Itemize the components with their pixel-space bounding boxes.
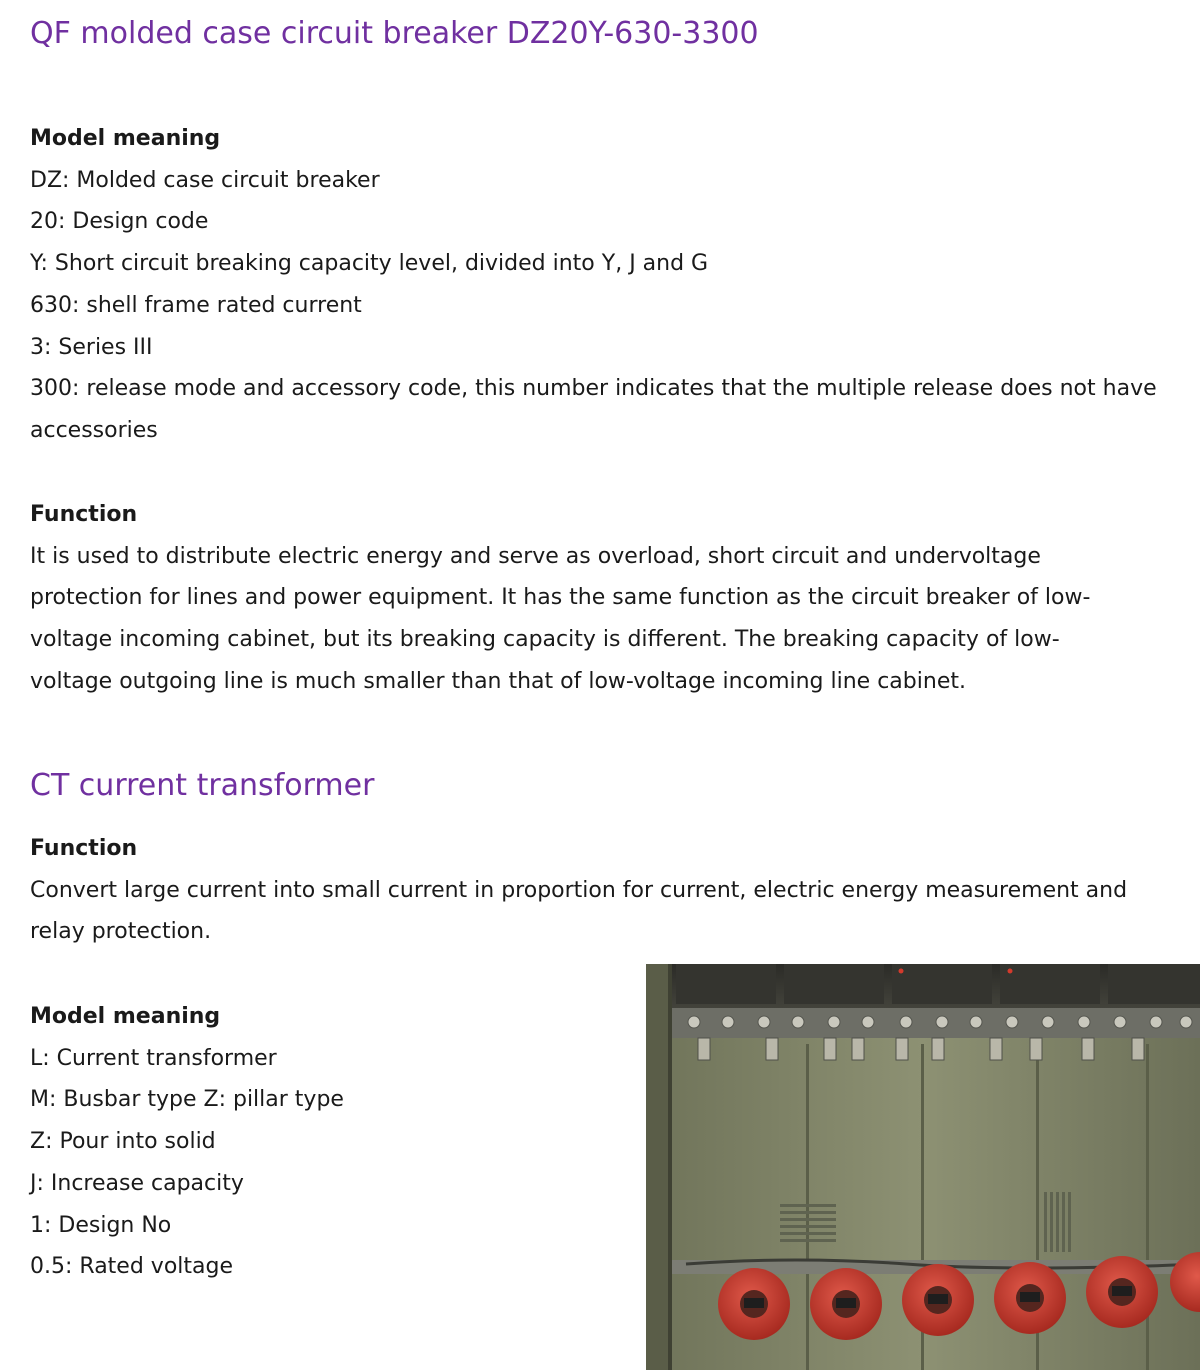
qf-section-title: QF molded case circuit breaker DZ20Y-630-3300 (30, 16, 759, 51)
ct-section-title: CT current transformer (30, 768, 375, 803)
ct-model-line: Z: Pour into solid (30, 1129, 216, 1155)
qf-model-line: 630: shell frame rated current (30, 292, 362, 318)
ct-function-text: Convert large current into small current in proportion for current, electric energy measurement and relay protection. (30, 877, 1128, 945)
qf-function-text: It is used to distribute electric energy and serve as overload, short circuit and undervoltage protection for lines and power equipment. It has the same function as the circuit breaker of low-voltage incoming cabinet, but its breaking capacity is different. The breaking capacity of low-voltage outgoing line is much smaller than that of low-voltage incoming line cabinet. (30, 543, 1091, 694)
cabinet-frame-edge (668, 964, 672, 1370)
ct-model-line: 0.5: Rated voltage (30, 1254, 233, 1280)
ct-model-meaning (30, 996, 630, 1288)
qf-model-line: 20: Design code (30, 209, 209, 235)
qf-model-meaning-label: Model meaning (30, 126, 221, 151)
qf-model-line: DZ: Molded case circuit breaker (30, 167, 380, 193)
ct-model-line: J: Increase capacity (30, 1170, 244, 1196)
ct-model-line: L: Current transformer (30, 1045, 277, 1071)
breaker-body (676, 964, 776, 1004)
ct-function (30, 828, 1160, 953)
breaker-body (1108, 964, 1200, 1004)
ct-function-label: Function (30, 836, 138, 861)
breaker-body (1000, 964, 1100, 1004)
qf-model-meaning (30, 118, 1180, 452)
ct-model-line: M: Busbar type Z: pillar type (30, 1087, 344, 1113)
qf-model-line: 3: Series III (30, 334, 153, 360)
indicator-dot (899, 969, 904, 974)
cabinet-frame-left (646, 964, 668, 1370)
qf-model-line: Y: Short circuit breaking capacity level, divided into Y, J and G (30, 251, 709, 277)
terminal-bolts (688, 1016, 1192, 1028)
qf-function-label: Function (30, 502, 138, 527)
indicator-dot (1008, 969, 1013, 974)
breaker-body (892, 964, 992, 1004)
breaker-body (784, 964, 884, 1004)
ct-model-meaning-label: Model meaning (30, 1004, 221, 1029)
qf-model-line: 300: release mode and accessory code, this number indicates that the multiple release does not have accessories (30, 376, 1157, 443)
ct-model-line: 1: Design No (30, 1212, 172, 1238)
panel-seam (1146, 1044, 1149, 1370)
current-transformer-photo (646, 964, 1200, 1370)
qf-function (30, 494, 1110, 703)
